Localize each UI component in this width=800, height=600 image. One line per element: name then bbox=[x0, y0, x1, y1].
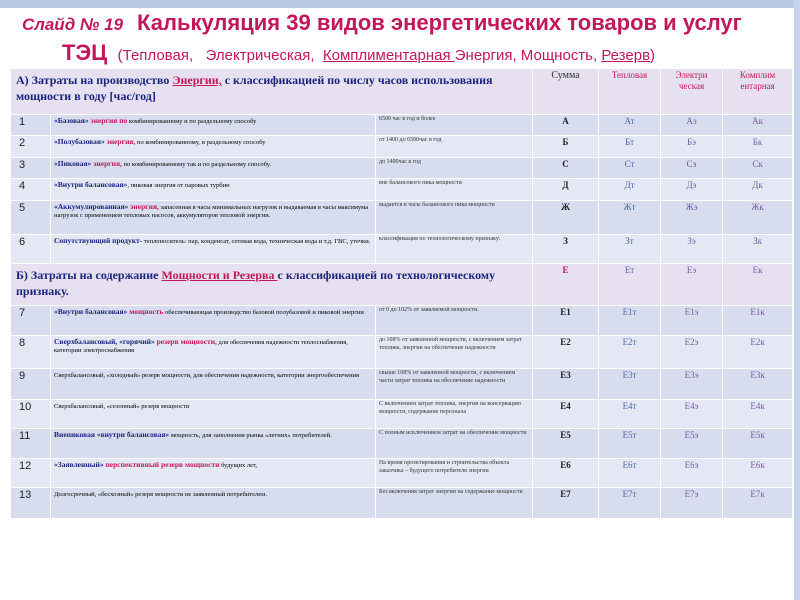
table-row bbox=[11, 429, 793, 459]
row-number: 6 bbox=[11, 235, 51, 264]
table-row bbox=[11, 336, 793, 369]
row-name: «Внутри балансовая» bbox=[54, 307, 128, 316]
row-electric: Е5э bbox=[661, 429, 723, 459]
row-desc-text: по комбинированному, и раздельному способу bbox=[135, 139, 266, 146]
slide-number: Слайд № 19 bbox=[22, 15, 124, 34]
row-number: 3 bbox=[11, 158, 51, 179]
section-a-header-row bbox=[11, 69, 793, 115]
row-thermal: Е3т bbox=[599, 369, 661, 400]
row-sum: Е3 bbox=[533, 369, 599, 400]
row-number: 10 bbox=[11, 400, 51, 429]
row-complementary: Дк bbox=[723, 179, 793, 201]
row-condition: от 0 до 102% от заявляемой мощности. bbox=[376, 306, 533, 336]
row-name-suffix: энергия по bbox=[88, 116, 128, 125]
row-electric: Зэ bbox=[661, 235, 723, 264]
table-row bbox=[11, 400, 793, 429]
row-complementary: Е2к bbox=[723, 336, 793, 369]
row-number: 12 bbox=[11, 459, 51, 488]
row-desc-text: теплоноситель: пар, конденсат, сетевая вода, техническая вода и т.д. ГВС, утечки. bbox=[142, 238, 371, 245]
row-complementary: Ак bbox=[723, 115, 793, 136]
subtitle-electric: Электрическая, bbox=[205, 47, 315, 64]
row-desc-text: Сверхбалансовый, «холодный» резерв мощности, для обеспечения надежности, категории энергообеспечения bbox=[54, 372, 360, 379]
row-description bbox=[51, 201, 376, 235]
row-sum: А bbox=[533, 115, 599, 136]
row-description bbox=[51, 336, 376, 369]
title-tec: ТЭЦ bbox=[62, 40, 108, 65]
row-complementary: Е7к bbox=[723, 488, 793, 519]
row-complementary: Жк bbox=[723, 201, 793, 235]
col-header-sum: Сумма bbox=[533, 69, 599, 115]
row-number: 7 bbox=[11, 306, 51, 336]
row-electric: Сэ bbox=[661, 158, 723, 179]
row-name: «Аккумулированная» bbox=[54, 202, 129, 211]
row-number: 1 bbox=[11, 115, 51, 136]
row-condition: С включением затрат топлива, энергии на консервацию мощности, содержание персонала bbox=[376, 400, 533, 429]
row-number: 4 bbox=[11, 179, 51, 201]
row-thermal: Е6т bbox=[599, 459, 661, 488]
row-electric: Е6э bbox=[661, 459, 723, 488]
slide-title: Калькуляция 39 видов энергетических товаров и услуг bbox=[137, 10, 742, 35]
section-a-rows bbox=[11, 115, 793, 264]
row-number: 2 bbox=[11, 136, 51, 158]
table-row bbox=[11, 306, 793, 336]
row-name: «Внутри балансовая» bbox=[54, 180, 128, 189]
row-desc-text: комбинированному и по раздельному способу bbox=[127, 118, 257, 125]
row-name-suffix: энергия, bbox=[128, 202, 159, 211]
table-row bbox=[11, 235, 793, 264]
row-desc-text: по комбинированному так и по раздельному способу. bbox=[121, 161, 271, 168]
row-sum: Е7 bbox=[533, 488, 599, 519]
row-thermal: Ст bbox=[599, 158, 661, 179]
row-condition: 6500 час в год и более bbox=[376, 115, 533, 136]
section-b-suffix: с классификацией по технологическому признаку. bbox=[16, 268, 496, 298]
row-description bbox=[51, 488, 376, 519]
table-row bbox=[11, 158, 793, 179]
row-sum: Е5 bbox=[533, 429, 599, 459]
row-sum: Е2 bbox=[533, 336, 599, 369]
row-desc-text: мощность, для заполнения рынка «летних» потребителей. bbox=[169, 432, 332, 439]
row-name: «Заявленный» bbox=[54, 460, 104, 469]
top-decor-bar bbox=[0, 0, 800, 8]
table-row bbox=[11, 459, 793, 488]
row-desc-text: Долгосрочный, «бесхозный» резерв мощности не заявленный потребителем. bbox=[54, 491, 267, 498]
title-subtitle bbox=[118, 47, 655, 64]
row-description bbox=[51, 400, 376, 429]
row-thermal: Е1т bbox=[599, 306, 661, 336]
table-row bbox=[11, 201, 793, 235]
row-number: 5 bbox=[11, 201, 51, 235]
row-condition: свыше 108% от заявленной мощности, с включением части затрат топлива на обеспечение надежности bbox=[376, 369, 533, 400]
row-complementary: Е1к bbox=[723, 306, 793, 336]
subtitle-close-paren: ) bbox=[650, 47, 656, 64]
subtitle-reserve: Резерв bbox=[601, 47, 651, 64]
row-name: «Базовая» bbox=[54, 116, 89, 125]
row-thermal: Дт bbox=[599, 179, 661, 201]
row-number: 9 bbox=[11, 369, 51, 400]
row-condition: классификация по технологическому признаку: bbox=[376, 235, 533, 264]
table-row bbox=[11, 115, 793, 136]
row-description bbox=[51, 136, 376, 158]
row-description bbox=[51, 459, 376, 488]
row-name: «Пиковая» bbox=[54, 159, 92, 168]
row-condition: до 108% от заявленной мощности, с включением затрат топлива, энергии на обеспечение надежности bbox=[376, 336, 533, 369]
row-thermal: Ат bbox=[599, 115, 661, 136]
row-sum: З bbox=[533, 235, 599, 264]
row-electric: Е4э bbox=[661, 400, 723, 429]
row-name-suffix: резерв мощности, bbox=[154, 337, 217, 346]
slide-title-line2 bbox=[62, 40, 655, 66]
row-thermal: Зт bbox=[599, 235, 661, 264]
row-sum: Е6 bbox=[533, 459, 599, 488]
row-sum: С bbox=[533, 158, 599, 179]
row-complementary: Ск bbox=[723, 158, 793, 179]
row-desc-text: , пиковая энергия от паровых турбин bbox=[127, 182, 230, 189]
row-number: 8 bbox=[11, 336, 51, 369]
slide-title-line1 bbox=[22, 10, 792, 36]
section-b-prefix: Б) Затраты на содержание bbox=[16, 268, 162, 282]
section-b-header-row bbox=[11, 264, 793, 306]
row-electric: Е3э bbox=[661, 369, 723, 400]
row-complementary: Е4к bbox=[723, 400, 793, 429]
row-name-suffix: мощность bbox=[127, 307, 164, 316]
row-electric: Бэ bbox=[661, 136, 723, 158]
row-complementary: Е6к bbox=[723, 459, 793, 488]
row-name-suffix: перспективный резерв мощности bbox=[103, 460, 220, 469]
row-condition: Без включения затрат энергии на содержание мощности bbox=[376, 488, 533, 519]
section-b-rows bbox=[11, 306, 793, 519]
table-row bbox=[11, 369, 793, 400]
section-b-highlight: Мощности и Резерва bbox=[161, 268, 278, 282]
subtitle-open-paren: ( bbox=[117, 47, 123, 64]
table-row bbox=[11, 136, 793, 158]
row-electric: Е7э bbox=[661, 488, 723, 519]
row-thermal: Е5т bbox=[599, 429, 661, 459]
section-a-suffix: с классификацией по числу часов использования мощности в году [час/год] bbox=[16, 73, 493, 103]
table-row bbox=[11, 488, 793, 519]
row-desc-text: будущих лет, bbox=[219, 462, 257, 469]
row-description bbox=[51, 369, 376, 400]
row-sum: Е1 bbox=[533, 306, 599, 336]
row-description bbox=[51, 115, 376, 136]
row-description bbox=[51, 158, 376, 179]
row-sum: Д bbox=[533, 179, 599, 201]
row-name: Сверхбалансовый, «горячий» bbox=[54, 337, 155, 346]
col-header-complementary: Комплим ентарная bbox=[723, 69, 793, 115]
row-desc-text: запасенная в часы минимальных нагрузок и выдаваемая в часы максимума нагрузок с применением тепловых насосов, аккумуляторов тепловой энергии. bbox=[54, 204, 369, 220]
subtitle-energy-power: Энергия, Мощность, bbox=[454, 47, 598, 64]
row-name-suffix: энергия, bbox=[91, 159, 122, 168]
row-sum: Ж bbox=[533, 201, 599, 235]
row-electric: Е1э bbox=[661, 306, 723, 336]
table-row bbox=[11, 179, 793, 201]
row-thermal: Е4т bbox=[599, 400, 661, 429]
row-name-suffix: энергия, bbox=[104, 137, 136, 146]
section-b-complementary: Ек bbox=[723, 264, 793, 306]
row-thermal: Е7т bbox=[599, 488, 661, 519]
row-sum: Б bbox=[533, 136, 599, 158]
row-name: «Полубазовая» bbox=[54, 137, 105, 146]
calculation-table bbox=[10, 68, 793, 519]
row-description bbox=[51, 429, 376, 459]
row-thermal: Жт bbox=[599, 201, 661, 235]
row-complementary: Зк bbox=[723, 235, 793, 264]
row-sum: Е4 bbox=[533, 400, 599, 429]
section-a-highlight: Энергии, bbox=[172, 73, 222, 87]
row-condition: до 1400час в год bbox=[376, 158, 533, 179]
subtitle-thermal: Тепловая, bbox=[122, 47, 194, 64]
row-condition: выдается в часы балансового пика мощности bbox=[376, 201, 533, 235]
row-name: Внепиковая «внутри балансовая» bbox=[54, 430, 170, 439]
section-b-sum: Е bbox=[533, 264, 599, 306]
row-electric: Аэ bbox=[661, 115, 723, 136]
section-a-prefix: А) Затраты на производство bbox=[16, 73, 173, 87]
section-b-electric: Еэ bbox=[661, 264, 723, 306]
section-a-title bbox=[11, 69, 533, 115]
row-number: 11 bbox=[11, 429, 51, 459]
row-complementary: Е3к bbox=[723, 369, 793, 400]
row-electric: Дэ bbox=[661, 179, 723, 201]
right-decor-bar bbox=[794, 0, 800, 600]
row-condition: На время проектирования и строительства объекта заказчика – будущего потребителя энергии bbox=[376, 459, 533, 488]
row-complementary: Е5к bbox=[723, 429, 793, 459]
row-condition: от 1400 до 6500час в год bbox=[376, 136, 533, 158]
row-description bbox=[51, 306, 376, 336]
section-b-title bbox=[11, 264, 533, 306]
col-header-electric: Электри ческая bbox=[661, 69, 723, 115]
row-complementary: Бк bbox=[723, 136, 793, 158]
row-description bbox=[51, 179, 376, 201]
row-thermal: Бт bbox=[599, 136, 661, 158]
row-electric: Жэ bbox=[661, 201, 723, 235]
row-name: Сопутствующий продукт- bbox=[54, 236, 143, 245]
row-desc-text: Сверхбалансовый, «сезонный» резерв мощности bbox=[54, 403, 190, 410]
row-condition: С полным исключением затрат на обеспечение мощности bbox=[376, 429, 533, 459]
row-number: 13 bbox=[11, 488, 51, 519]
row-electric: Е2э bbox=[661, 336, 723, 369]
subtitle-complementary: Комплиментарная bbox=[322, 47, 455, 64]
row-description bbox=[51, 235, 376, 264]
row-thermal: Е2т bbox=[599, 336, 661, 369]
row-condition: вне балансового пика мощности bbox=[376, 179, 533, 201]
col-header-thermal: Тепловая bbox=[599, 69, 661, 115]
row-desc-text: обеспечивающая производство базовой полубазовой и пиковой энергии bbox=[163, 309, 364, 316]
row-desc-text: для обеспечения надежности теплоснабжения, категории электроснабжения bbox=[54, 339, 348, 355]
section-b-thermal: Ет bbox=[599, 264, 661, 306]
